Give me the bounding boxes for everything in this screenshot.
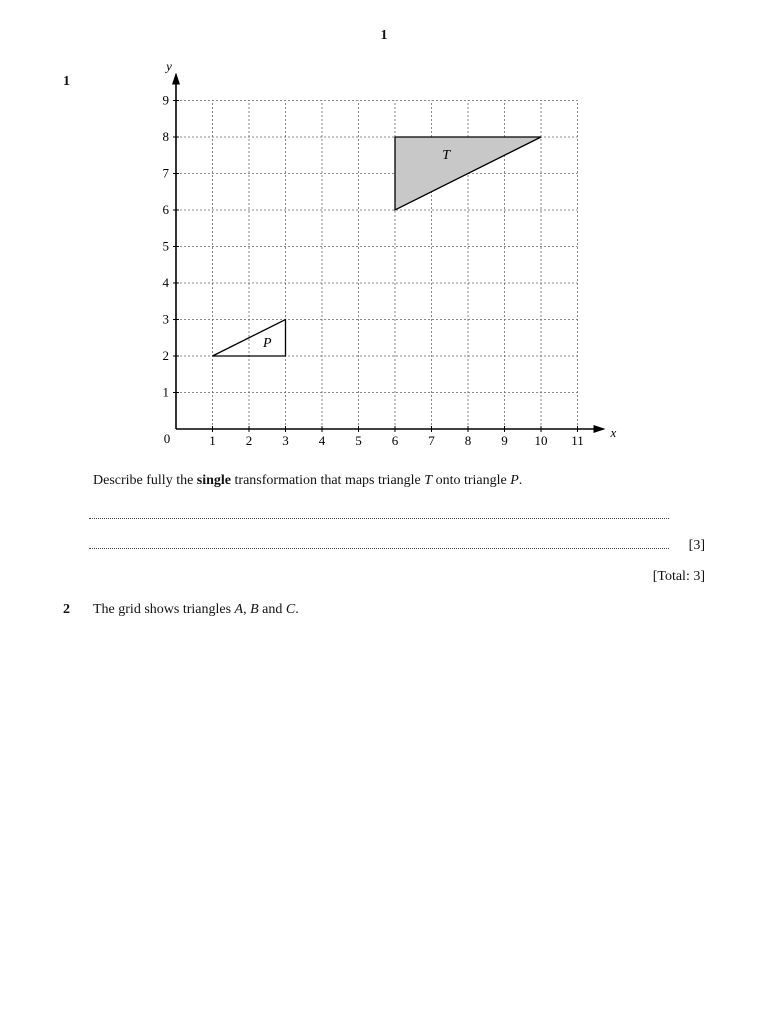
question-1-total: [Total: 3] xyxy=(652,569,705,584)
y-tick-label: 9 xyxy=(162,92,169,108)
x-tick-label: 9 xyxy=(501,433,508,448)
y-tick-label: 4 xyxy=(162,275,169,290)
triangle-p-label: P xyxy=(262,335,272,351)
x-tick-label: 1 xyxy=(209,433,216,448)
triangle-b-ref: B xyxy=(250,602,259,617)
y-tick-label: 5 xyxy=(162,238,169,254)
y-tick-label: 8 xyxy=(162,129,169,144)
x-axis-label: x xyxy=(610,425,617,440)
triangle-p-ref: P xyxy=(510,473,519,488)
x-tick-label: 4 xyxy=(318,433,326,448)
triangle-t-label: T xyxy=(442,147,450,163)
x-axis-arrow-icon xyxy=(594,425,606,433)
y-tick-label: 1 xyxy=(162,384,169,400)
question-1-number: 1 xyxy=(63,74,70,89)
origin-label: 0 xyxy=(163,431,171,446)
x-tick-label: 2 xyxy=(245,433,253,448)
axes xyxy=(172,73,606,434)
x-tick-label: 11 xyxy=(571,433,584,448)
triangle-c-ref: C xyxy=(285,602,296,617)
x-tick-label: 10 xyxy=(534,433,548,448)
x-tick-label: 6 xyxy=(391,433,399,448)
triangle-t-ref: T xyxy=(424,473,433,488)
y-tick-label: 3 xyxy=(162,311,169,327)
question-2-prompt: The grid shows triangles A, B and C. xyxy=(93,602,299,617)
y-axis-label: y xyxy=(166,58,172,74)
y-tick-label: 6 xyxy=(162,202,169,217)
x-tick-label: 3 xyxy=(282,433,289,448)
answer-line-1[interactable] xyxy=(89,518,669,519)
axis-labels xyxy=(163,59,617,449)
emphasis-single: single xyxy=(196,473,232,488)
x-tick-label: 5 xyxy=(355,433,362,448)
question-1-marks: [3] xyxy=(688,538,705,553)
x-tick-label: 8 xyxy=(464,433,472,448)
y-tick-label: 7 xyxy=(162,165,169,181)
y-tick-label: 2 xyxy=(162,348,169,363)
coordinate-grid xyxy=(150,58,620,462)
x-tick-label: 7 xyxy=(428,433,435,448)
answer-line-2[interactable] xyxy=(89,548,669,549)
question-1-prompt: Describe fully the single transformation that maps triangle T onto triangle P. xyxy=(93,473,523,488)
grid-lines xyxy=(176,101,578,430)
y-axis-arrow-icon xyxy=(172,73,180,85)
triangle-a-ref: A xyxy=(234,602,244,617)
question-2-number: 2 xyxy=(63,602,70,617)
page-number: 1 xyxy=(380,28,388,43)
